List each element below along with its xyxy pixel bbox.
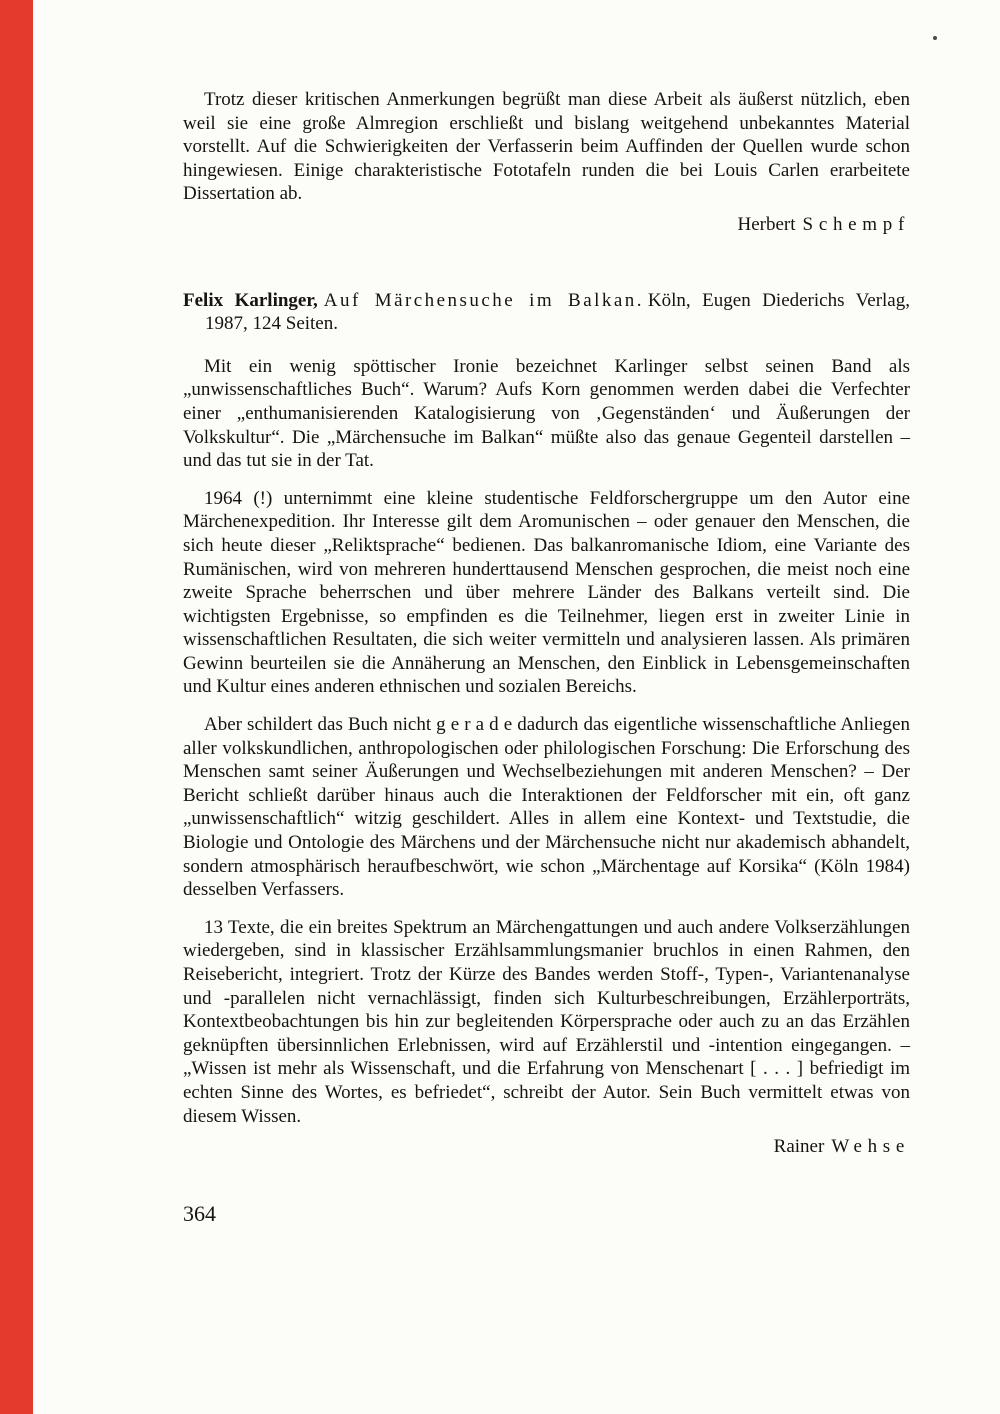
heading-imprint: Köln, Eugen Diederichs Verlag, 1987, 124 Seiten. (205, 289, 910, 335)
karlinger-review-heading (183, 289, 910, 336)
carlen-review-signature (183, 213, 910, 237)
left-edge-red-stripe (0, 0, 33, 1414)
heading-author: Felix Karlinger, (183, 289, 318, 311)
signature-first-name: Rainer (773, 1136, 825, 1158)
signature-last-name: Schempf (802, 213, 910, 235)
signature-first-name: Herbert (737, 213, 796, 235)
karlinger-paragraph-3: Aber schildert das Buch nicht g e r a d e dadurch das eigentliche wissenschaftliche Anliegen aller volkskundlichen, anthropologischen oder philologischen Forschung: Die Erforschung des Menschen samt seiner Äußerungen und Wechselbeziehungen mit anderen Menschen? – Der Bericht schließt darüber hinaus auch die Interaktionen der Feldforscher mit ein, oft ganz „unwissenschaftlich“ witzig geschildert. Alles in allem eine Kontext- und Textstudie, die Biologie und Ontologie des Märchens und der Märchensuche nicht nur akademisch abhandelt, sondern atmosphärisch heraufbeschwört, wie schon „Märchentage auf Korsika“ (Köln 1984) desselben Verfassers. (183, 714, 910, 901)
scan-artifact-dot (933, 36, 937, 40)
carlen-review-paragraph: Trotz dieser kritischen Anmerkungen begrüßt man diese Arbeit als äußerst nützlich, eben weil sie eine große Almregion erschließt und bislang weitgehend unbekanntes Material vorstellt. Auf die Schwierigkeiten der Verfasserin beim Auffinden der Quellen wurde schon hingewiesen. Einige charakteristische Fototafeln runden die bei Louis Carlen erarbeitete Dissertation ab. (183, 89, 910, 205)
karlinger-review-signature (183, 1135, 910, 1159)
karlinger-paragraph-1: Mit ein wenig spöttischer Ironie bezeichnet Karlinger selbst seinen Band als „unwissenschaftliches Buch“. Warum? Aufs Korn genommen werden dabei die Verfechter einer „enthumanisierenden Katalogisierung von ‚Gegenständen‘ und Äußerungen der Volkskultur“. Die „Märchensuche im Balkan“ müßte also das genaue Gegenteil darstellen – und das tut sie in der Tat. (183, 355, 910, 472)
signature-last-name: Wehse (831, 1136, 910, 1158)
page-content (183, 88, 910, 1227)
karlinger-paragraph-4: 13 Texte, die ein breites Spektrum an Märchengattungen und auch andere Volkserzählungen wiedergeben, sind in klassischer Erzählsammlungsmanier bruchlos in einen Rahmen, den Reisebericht, integriert. Trotz der Kürze des Bandes werden Stoff-, Typen-, Variantenanalyse und -parallelen nicht vernachlässigt, finden sich Kulturbeschreibungen, Erzählerporträts, Kontextbeobachtungen bis hin zur begleitenden Körpersprache oder auch zu an das Erzählen geknüpften übersinnlichen Erlebnissen, wird auf Erzählerstil und -intention eingegangen. – „Wissen ist mehr als Wissenschaft, und die Erfahrung von Menschenart [ . . . ] befriedigt im echten Sinne des Wortes, es befriedet“, schreibt der Autor. Sein Buch vermittelt etwas von diesem Wissen. (183, 916, 910, 1127)
heading-book-title: Auf Märchensuche im Balkan. (323, 289, 644, 311)
karlinger-paragraph-2: 1964 (!) unternimmt eine kleine studentische Feldforschergruppe um den Autor eine Märchenexpedition. Ihr Interesse gilt dem Aromunischen – oder genauer den Menschen, die sich heute dieser „Reliktsprache“ bedienen. Das balkanromanische Idiom, eine Variante des Rumänischen, wird von mehreren hunderttausend Menschen gesprochen, die meist noch eine zweite Sprache beherrschen und über mehrere Länder des Balkans verteilt sind. Die wichtigsten Ergebnisse, so empfinden es die Teilnehmer, liegen erst in zweiter Linie in wissenschaftlichen Resultaten, die sich weiter vermitteln und analysieren lassen. Als primären Gewinn beurteilen sie die Annäherung an Menschen, den Einblick in Lebensgemeinschaften und Kultur eines anderen ethnischen und sozialen Bereichs. (183, 487, 910, 698)
page-number: 364 (183, 1200, 216, 1226)
